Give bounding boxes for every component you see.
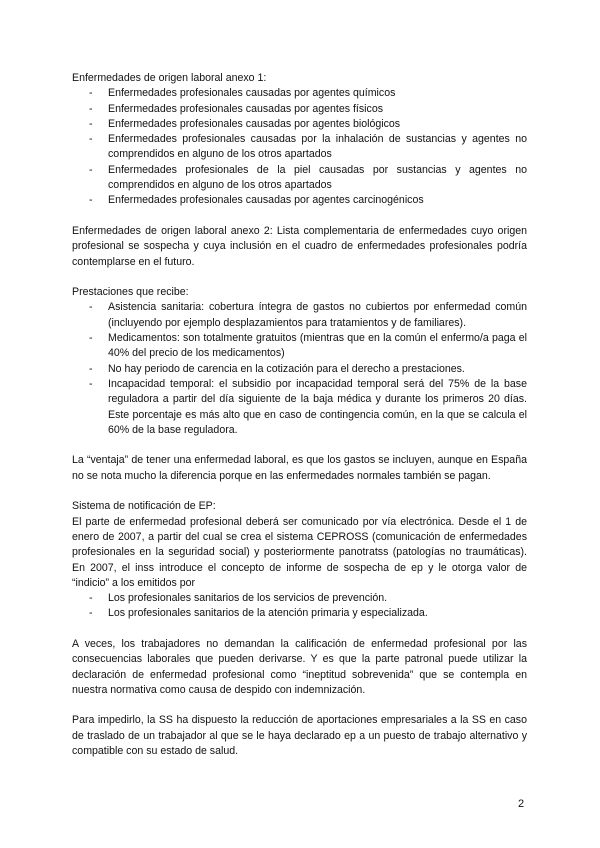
list-item: - Enfermedades profesionales de la piel causadas por sustancias y agentes no comprendidos en alguno de los otros apartados — [72, 163, 527, 194]
notificacion-heading: Sistema de notificación de EP: — [72, 500, 216, 513]
ventaja-paragraph: La “ventaja” de tener una enfermedad laboral, es que los gastos se incluyen, aunque en España no se nota mucho la diferencia porque en las enfermedades normales también se pagan. — [72, 454, 527, 482]
impedirlo-paragraph: Para impedirlo, la SS ha dispuesto la reducción de aportaciones empresariales a la SS en caso de traslado de un trabajador al que se le haya declarado ep a un puesto de trabajo alternativo y compatible con su estado de salud. — [72, 714, 527, 758]
notificacion-paragraph: El parte de enfermedad profesional deberá ser comunicado por vía electrónica. Desde el 1 de enero de 2007, a partir del cual se crea el sistema CEPROSS (comunicación de enfermedades profesionales en la seguridad social) y posteriormente panotratss (patologías no traumáticas). En 2007, el inss introduce el concepto de informe de sospecha de ep y le otorga valor de “indicio” a los emitidos por — [72, 515, 527, 589]
list-item: - Enfermedades profesionales causadas por agentes carcinogénicos — [72, 193, 527, 208]
list-item: - Enfermedades profesionales causadas por agentes químicos — [72, 86, 527, 101]
list-item: - Enfermedades profesionales causadas por agentes físicos — [72, 102, 527, 117]
list-item: - Enfermedades profesionales causadas por agentes biológicos — [72, 117, 527, 132]
list-item: - Medicamentos: son totalmente gratuitos (mientras que en la común el enfermo/a paga el 40% del precio de los medicamentos) — [72, 331, 527, 362]
list-item: - Los profesionales sanitarios de los servicios de prevención. — [72, 591, 527, 606]
section-anexo1 — [72, 71, 527, 209]
notificacion-list — [72, 591, 527, 622]
list-item: - Asistencia sanitaria: cobertura íntegra de gastos no cubiertos por enfermedad común (incluyendo por ejemplo desplazamientos para tratamientos y de familiares). — [72, 300, 527, 331]
list-item: - Incapacidad temporal: el subsidio por incapacidad temporal será del 75% de la base reguladora a partir del día siguiente de la baja médica y durante los primeros 20 días. Este porcentaje es más alto que en caso de contingencia común, en la que se calcula el 60% de la base reguladora. — [72, 377, 527, 438]
section-impedirlo — [72, 713, 527, 759]
prestaciones-heading: Prestaciones que recibe: — [72, 286, 189, 299]
section-ventaja — [72, 453, 527, 484]
section-calificacion — [72, 637, 527, 698]
list-item: - Enfermedades profesionales causadas por la inhalación de sustancias y agentes no comprendidos en alguno de los otros apartados — [72, 132, 527, 163]
anexo1-heading: Enfermedades de origen laboral anexo 1: — [72, 72, 267, 84]
section-notificacion — [72, 499, 527, 621]
section-anexo2 — [72, 224, 527, 270]
anexo2-paragraph: Enfermedades de origen laboral anexo 2: Lista complementaria de enfermedades cuyo origen profesional se sospecha y cuya inclusión en el cuadro de enfermedades profesionales podría contemplarse en el futuro. — [72, 224, 527, 268]
list-item: - No hay periodo de carencia en la cotización para el derecho a prestaciones. — [72, 362, 527, 377]
section-prestaciones — [72, 285, 527, 438]
prestaciones-list — [72, 300, 527, 438]
calificacion-paragraph: A veces, los trabajadores no demandan la calificación de enfermedad profesional por las consecuencias laborales que pueden derivarse. Y es que la parte patronal puede utilizar la declaración de enfermedad profesional como “ineptitud sobrevenida” que se contempla en nuestra normativa como causa de despido con indemnización. — [72, 637, 527, 696]
anexo1-list — [72, 86, 527, 208]
document-page — [72, 71, 527, 775]
list-item: - Los profesionales sanitarios de la atención primaria y especializada. — [72, 606, 527, 621]
page-number: 2 — [518, 798, 525, 810]
